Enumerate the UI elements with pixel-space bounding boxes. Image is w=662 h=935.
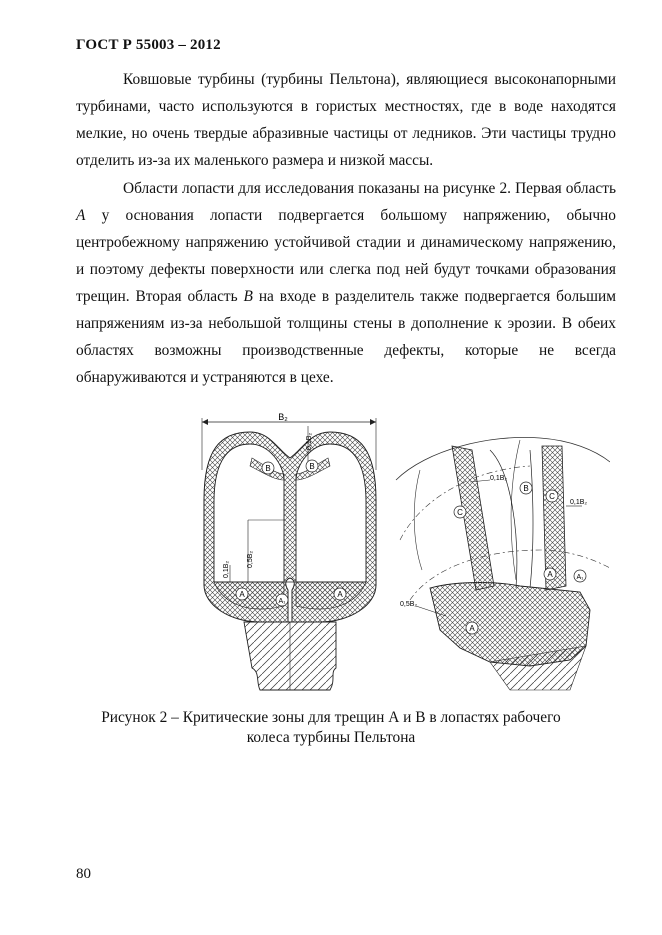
marker-right-a2: A [469,624,475,633]
marker-left-a-sub: A₁ [278,598,286,605]
paragraph-2-part1: Области лопасти для исследования показаны на рисунке 2. Первая область [123,180,616,197]
page-number: 80 [76,866,91,882]
label-right-01b2-a: 0,1B₂ [490,475,508,482]
marker-right-b: B [523,484,529,493]
paragraph-2-part3: на входе в разделитель также подвергается большим напряжениям из-за небольшой толщины стены в дополнение к эрозии. В обеих областях возможны производственные дефекты, которые не всегда обнаруживаются и устраняются в цехе. [76,288,616,386]
pelton-bucket-drawing [190,410,610,700]
figure-caption [100,708,562,748]
zone-c-strip-right [542,446,566,590]
paragraph-1: Ковшовые турбины (турбины Пельтона), являющиеся высоконапорными турбинами, часто используются в гористых местностях, где в воде находятся мелкие, но очень твердые абразивные частицы от ледников. Эти частицы трудно отделить из-за их маленького размера и низкой массы. [76,71,616,169]
figure-2 [190,410,610,700]
label-left-01b2-top: 0,1B₂ [306,432,313,450]
marker-right-c2: C [549,492,555,501]
label-b2: B₂ [278,412,288,422]
right-side-view [396,437,610,690]
marker-left-b2: B [309,462,315,471]
label-left-05b2: 0,5B₂ [247,550,254,568]
standard-header: ГОСТ Р 55003 – 2012 [76,37,221,53]
paragraph-2-part2: у основания лопасти подвергается большому напряжению, обычно центробежному напряжению устойчивой стадии и динамическому напряжению, и поэтому дефекты поверхности или слегка под ней будут точками образования трещин. Вторая область [76,207,616,305]
caption-line-1: Рисунок 2 – Критические зоны для трещин А и В в лопастях рабочего [101,709,561,726]
paragraph-2 [76,175,616,391]
marker-left-b1: B [265,464,271,473]
zone-a-ref: A [76,207,86,224]
label-left-01b2-low: 0,1B₂ [223,560,230,578]
zone-b-ref: B [243,288,253,305]
left-section-view [202,412,376,690]
marker-right-c1: C [457,508,463,517]
marker-right-a-sub: A₁ [576,574,584,581]
label-right-01b2-b: 0,1B₂ [570,499,588,506]
caption-line-2: колеса турбины Пельтона [246,729,416,746]
marker-left-a2: A [337,590,343,599]
marker-right-a1: A [547,570,553,579]
label-right-05b2: 0,5B₂ [400,601,418,608]
marker-left-a1: A [239,590,245,599]
